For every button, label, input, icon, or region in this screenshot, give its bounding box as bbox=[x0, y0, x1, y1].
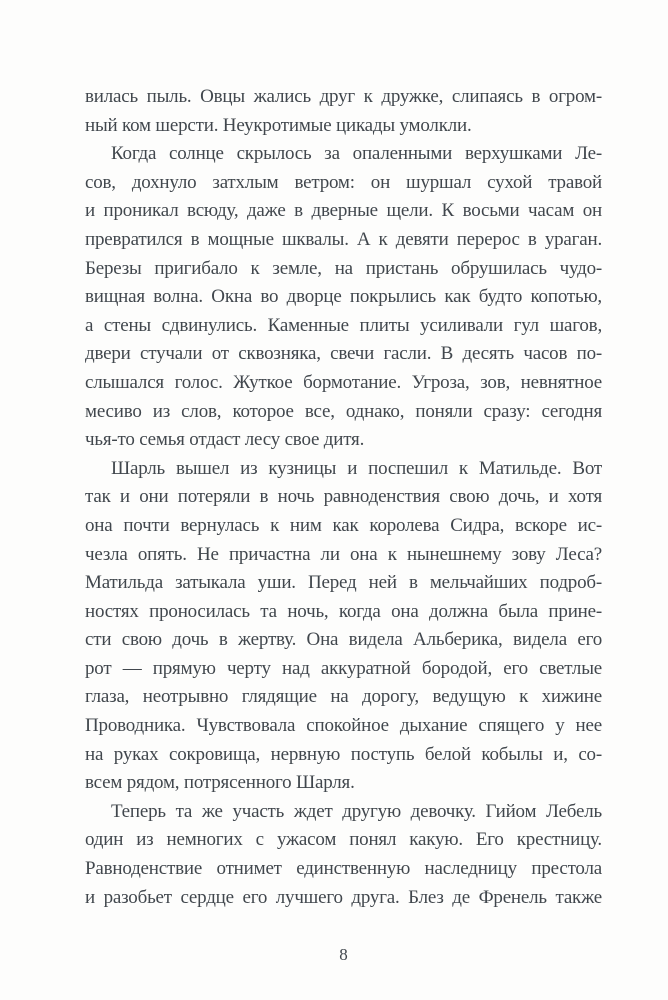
text-line: и разобьет сердце его лучшего друга. Блез де Френель также bbox=[85, 886, 602, 908]
text-line: глаза, неотрывно глядящие на дорогу, ведущую к хижине bbox=[85, 686, 602, 708]
text-line: двери стучали от сквозняка, свечи гасли. В десять часов по- bbox=[85, 343, 602, 365]
text-line: месиво из слов, которое все, однако, поняли сразу: сегодня bbox=[85, 400, 602, 422]
text-line: Матильда затыкала уши. Перед ней в мельчайших подроб- bbox=[85, 572, 602, 594]
text-line: Теперь та же участь ждет другую девочку. Гийом Лебель bbox=[111, 800, 602, 822]
text-line: вилась пыль. Овцы жались друг к дружке, слипаясь в огром- bbox=[85, 86, 602, 107]
text-line: и проникал всюду, даже в дверные щели. К восьми часам он bbox=[85, 200, 602, 222]
page-number: 8 bbox=[339, 945, 348, 964]
text-line: слышался голос. Жуткое бормотание. Угроза, зов, невнятное bbox=[85, 371, 602, 393]
text-line: рот — прямую черту над аккуратной бородой, его светлые bbox=[85, 657, 602, 679]
text-column bbox=[85, 83, 602, 912]
text-line: а стены сдвинулись. Каменные плиты усиливали гул шагов, bbox=[85, 314, 602, 336]
text-line: вищная волна. Окна во дворце покрылись как будто копотью, bbox=[85, 286, 602, 308]
text-line: Когда солнце скрылось за опаленными верхушками Ле- bbox=[111, 143, 602, 165]
paragraph bbox=[85, 798, 602, 912]
text-line: один из немногих с ужасом понял какую. Его крестницу. bbox=[85, 829, 602, 851]
text-line: ностях проносилась та ночь, когда она должна была прине- bbox=[85, 600, 602, 622]
text-line: чезла опять. Не причастна ли она к нынешнему зову Леса? bbox=[85, 543, 602, 565]
text-line: превратился в мощные шквалы. А к девяти перерос в ураган. bbox=[85, 228, 602, 250]
text-line: сов, дохнуло затхлым ветром: он шуршал сухой травой bbox=[85, 171, 602, 193]
text-line: Равноденствие отнимет единственную наследницу престола bbox=[85, 858, 602, 880]
text-line: так и они потеряли в ночь равноденствия свою дочь, и хотя bbox=[85, 486, 602, 508]
paragraph bbox=[85, 140, 602, 455]
text-line: Березы пригибало к земле, на пристань обрушилась чудо- bbox=[85, 257, 602, 279]
text-line: она почти вернулась к ним как королева Сидра, вскоре ис- bbox=[85, 514, 602, 536]
text-line: чья-то семья отдаст лесу свое дитя. bbox=[85, 429, 365, 451]
text-line: на руках сокровища, нервную поступь белой кобылы и, со- bbox=[85, 743, 602, 765]
text-line: всем рядом, потрясенного Шарля. bbox=[85, 772, 355, 794]
text-line: Проводника. Чувствовала спокойное дыхание спящего у нее bbox=[85, 715, 602, 737]
text-line: ный ком шерсти. Неукротимые цикады умолкли. bbox=[85, 114, 472, 136]
text-line: сти свою дочь в жертву. Она видела Альберика, видела его bbox=[85, 629, 602, 651]
text-line: Шарль вышел из кузницы и поспешил к Матильде. Вот bbox=[111, 457, 602, 479]
paragraph bbox=[85, 455, 602, 798]
paragraph bbox=[85, 83, 602, 140]
